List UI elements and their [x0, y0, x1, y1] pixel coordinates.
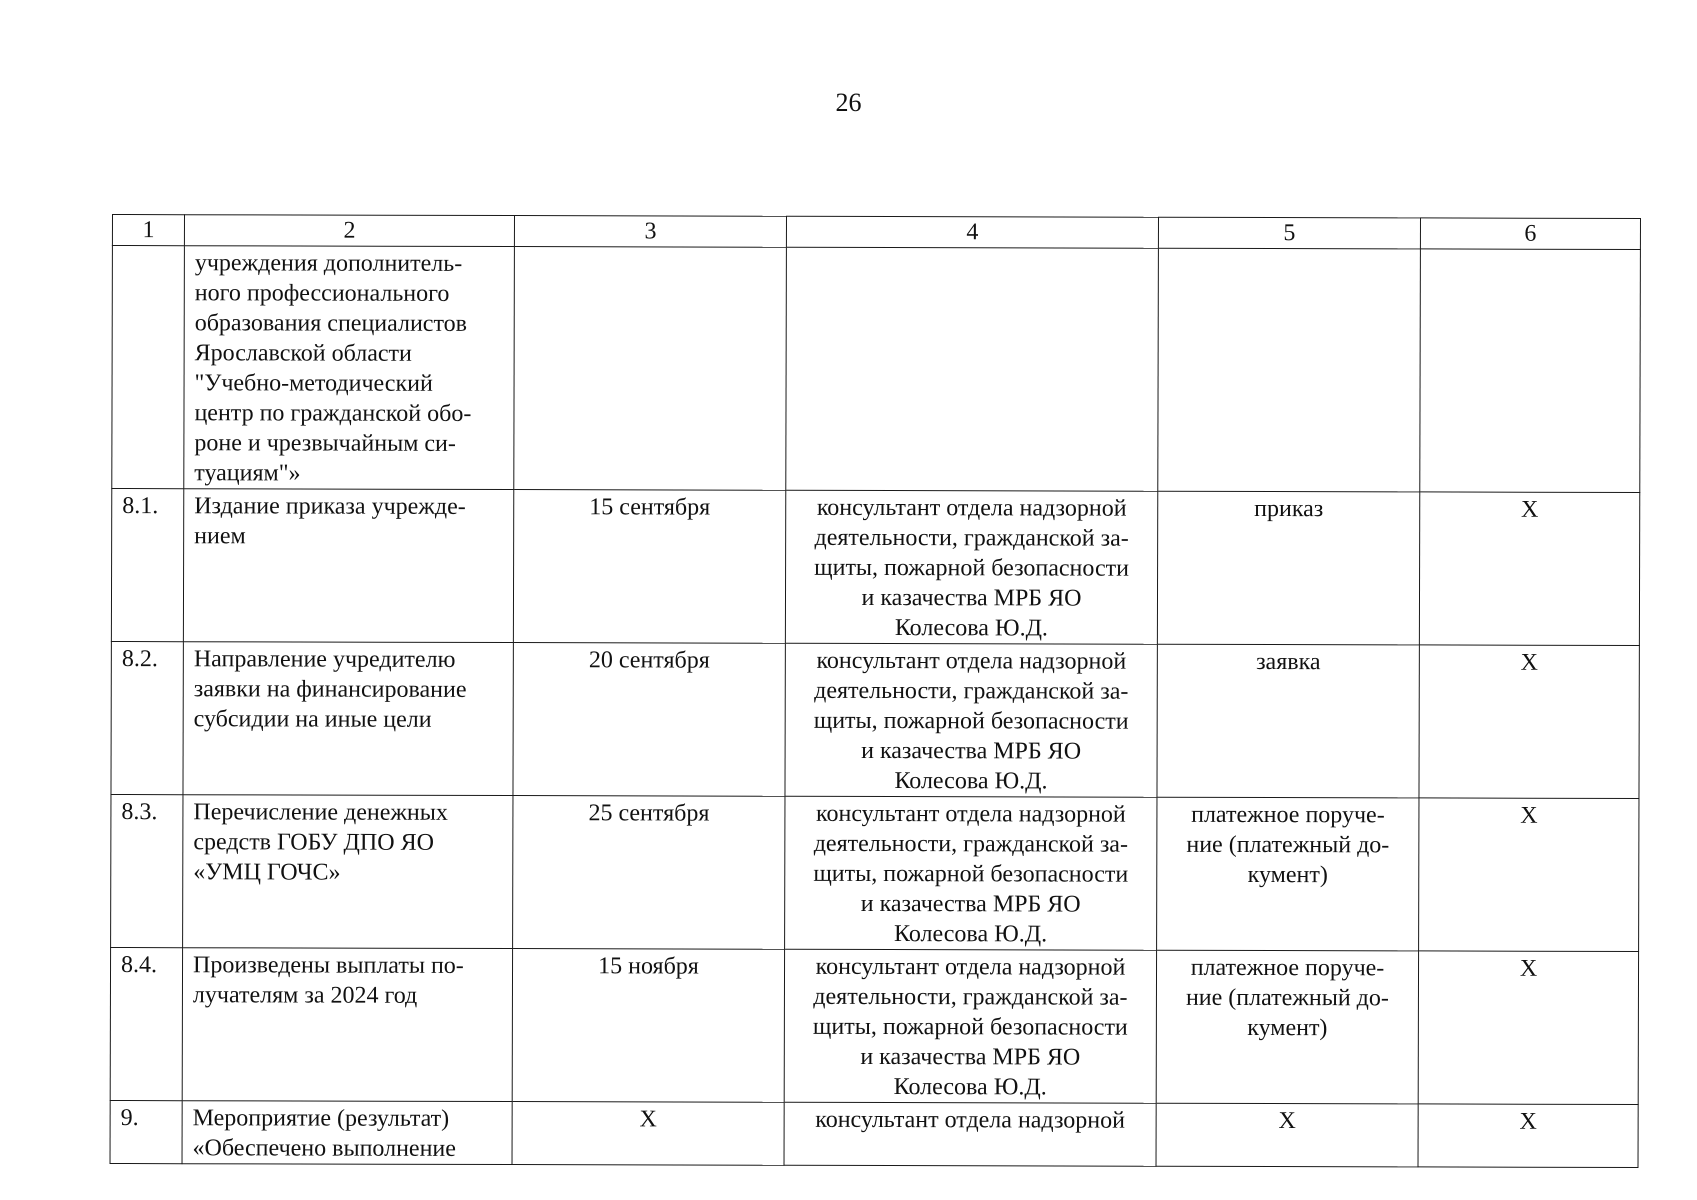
responsible-cell [784, 1102, 1156, 1166]
event-line: лучателям за 2024 год [192, 982, 418, 1009]
responsible-line: консультант отдела надзорной [816, 494, 1127, 522]
event-line: Перечисление денежных [193, 799, 448, 826]
event-line: Мероприятие (результат) [192, 1105, 450, 1132]
document-line: ние (платежный до- [1186, 831, 1390, 859]
col6-cell [1420, 249, 1641, 493]
document-cell [1156, 950, 1418, 1104]
responsible-line: и казачества МРБ ЯО [861, 737, 1082, 765]
responsible-line: консультант отдела надзорной [815, 953, 1126, 981]
responsible-cell [785, 643, 1157, 797]
document-line: заявка [1256, 648, 1321, 676]
responsible-line: и казачества МРБ ЯО [861, 584, 1082, 612]
col6-cell: Х [1418, 951, 1638, 1105]
event-line: туациям"» [194, 460, 301, 487]
plan-table [110, 214, 1641, 1168]
event-line: центр по гражданской обо- [194, 400, 472, 427]
responsible-line: деятельности, гражданской за- [813, 830, 1129, 858]
event-cell [182, 1101, 512, 1165]
responsible-cell [786, 247, 1159, 491]
header-col-1: 1 [112, 215, 184, 246]
responsible-line: и казачества МРБ ЯО [860, 1043, 1081, 1071]
col6-cell: Х [1419, 645, 1639, 799]
document-cell [1157, 797, 1419, 951]
header-col-4: 4 [786, 216, 1158, 248]
responsible-line: деятельности, гражданской за- [813, 983, 1128, 1011]
event-line: Ярославской области [194, 340, 412, 367]
table-row [110, 947, 1638, 1104]
header-col-3: 3 [514, 216, 786, 248]
date-cell: 25 сентября [513, 796, 785, 950]
col6-cell: Х [1419, 798, 1639, 952]
event-line: Произведены выплаты по- [192, 952, 464, 979]
document-line: кумент) [1247, 1014, 1328, 1042]
table-row [111, 489, 1639, 646]
responsible-line: консультант отдела надзорной [816, 647, 1127, 675]
event-line: субсидии на иные цели [193, 706, 432, 733]
event-cell [183, 795, 513, 949]
responsible-line: и казачества МРБ ЯО [860, 890, 1081, 918]
document-line: ние (платежный до- [1185, 984, 1389, 1012]
event-line: нием [194, 523, 246, 550]
event-line: Издание приказа учрежде- [194, 493, 466, 520]
document-cell [1158, 248, 1421, 492]
event-line: «УМЦ ГОЧС» [193, 859, 341, 886]
plan-table-container [110, 214, 1640, 1168]
responsible-line: щиты, пожарной безопасности [814, 554, 1130, 582]
event-line: образования специалистов [194, 310, 468, 337]
event-cell [183, 489, 513, 643]
date-cell: Х [512, 1102, 784, 1166]
document-line: приказ [1254, 495, 1324, 523]
row-number [112, 246, 185, 489]
responsible-line: деятельности, гражданской за- [814, 524, 1129, 552]
row-number: 8.4. [110, 947, 182, 1100]
date-cell: 15 сентября [513, 490, 785, 644]
date-cell: 20 сентября [513, 643, 785, 797]
event-line: «Обеспечено выполнение [192, 1135, 456, 1162]
responsible-cell [785, 796, 1157, 950]
document-line: Х [1278, 1108, 1296, 1135]
page-number: 26 [835, 88, 862, 117]
table-header-row [112, 215, 1640, 250]
row-number: 8.2. [111, 641, 183, 794]
event-line: ного профессионального [194, 280, 450, 307]
table-row-continuation [112, 246, 1641, 493]
row-number: 8.3. [111, 794, 183, 947]
date-cell: 15 ноября [512, 949, 784, 1103]
event-line: Направление учредителю [193, 646, 456, 673]
document-cell [1157, 644, 1419, 798]
document-cell [1157, 491, 1419, 645]
responsible-line: щиты, пожарной безопасности [813, 860, 1129, 888]
responsible-line: Колесова Ю.Д. [894, 921, 1048, 948]
table-row [111, 794, 1639, 951]
col6-cell: Х [1419, 492, 1639, 646]
responsible-line: Колесова Ю.Д. [893, 1074, 1047, 1101]
header-col-6: 6 [1420, 218, 1640, 250]
event-cell [183, 642, 513, 796]
event-cell [182, 948, 512, 1102]
responsible-line: деятельности, гражданской за- [814, 677, 1129, 705]
event-cell [184, 246, 515, 490]
table-row [110, 1100, 1638, 1167]
responsible-line: Колесова Ю.Д. [894, 615, 1048, 642]
event-line: заявки на финансирование [193, 676, 467, 703]
row-number: 8.1. [111, 489, 183, 642]
document-cell [1156, 1103, 1418, 1167]
event-line: учреждения дополнитель- [194, 250, 463, 277]
header-col-5: 5 [1158, 217, 1420, 249]
event-line: средств ГОБУ ДПО ЯО [193, 829, 434, 856]
responsible-line: Колесова Ю.Д. [894, 768, 1048, 795]
document-line: кумент) [1247, 861, 1328, 889]
document-line: платежное поруче- [1191, 801, 1385, 829]
responsible-line: щиты, пожарной безопасности [812, 1013, 1128, 1041]
header-col-2: 2 [184, 215, 514, 247]
event-line: роне и чрезвычайным си- [194, 430, 456, 457]
event-line: "Учебно-методический [194, 370, 433, 397]
responsible-line: консультант отдела надзорной [816, 800, 1126, 828]
responsible-cell [784, 949, 1156, 1103]
responsible-line: консультант отдела надзорной [815, 1106, 1126, 1134]
col6-cell: Х [1418, 1104, 1638, 1168]
responsible-cell [785, 490, 1157, 644]
responsible-line: щиты, пожарной безопасности [813, 707, 1129, 735]
table-row [111, 641, 1639, 798]
date-cell [514, 247, 787, 491]
document-line: платежное поруче- [1190, 954, 1385, 982]
row-number: 9. [110, 1100, 182, 1163]
